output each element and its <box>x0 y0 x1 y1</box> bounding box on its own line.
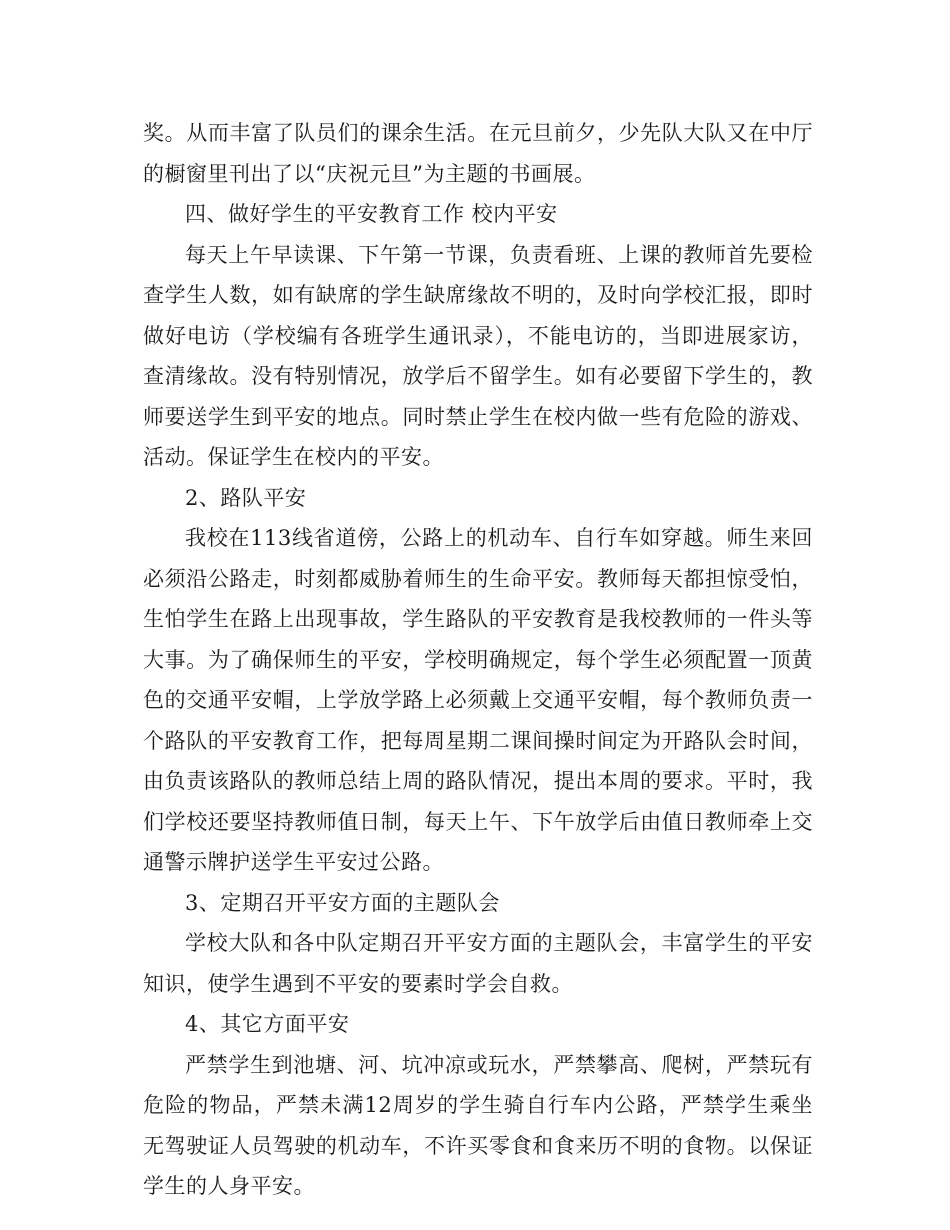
section-heading-safety-education: 四、做好学生的平安教育工作 校内平安 <box>185 202 558 226</box>
paragraph-continuation: 奖。从而丰富了队员们的课余生活。在元旦前夕，少先队大队又在中厅的橱窗里刊出了以“庆祝元旦”为主题的书画展。 <box>143 121 813 186</box>
subheading-other-safety: 4、其它方面平安 <box>185 1012 350 1036</box>
paragraph-theme-meetings: 学校大队和各中队定期召开平安方面的主题队会，丰富学生的平安知识，使学生遇到不平安的要素时学会自救。 <box>143 931 813 996</box>
paragraph-campus-safety: 每天上午早读课、下午第一节课，负责看班、上课的教师首先要检查学生人数，如有缺席的学生缺席缘故不明的，及时向学校汇报，即时做好电访（学校编有各班学生通讯录），不能电访的，当即进展家访，查清缘故。没有特别情况，放学后不留学生。如有必要留下学生的，教师要送学生到平安的地点。同时禁止学生在校内做一些有危险的游戏、活动。保证学生在校内的平安。 <box>143 242 813 469</box>
subheading-road-team-safety: 2、路队平安 <box>185 485 307 510</box>
subheading-theme-meetings: 3、定期召开平安方面的主题队会 <box>185 890 500 915</box>
document-body <box>143 113 813 1207</box>
paragraph-other-safety: 严禁学生到池塘、河、坑冲凉或玩水，严禁攀高、爬树，严禁玩有危险的物品，严禁未满12周岁的学生骑自行车内公路，严禁学生乘坐无驾驶证人员驾驶的机动车，不许买零食和食来历不明的食物。以保证学生的人身平安。 <box>143 1052 813 1198</box>
paragraph-road-team-safety: 我校在113线省道傍，公路上的机动车、自行车如穿越。师生来回必须沿公路走，时刻都威胁着师生的生命平安。教师每天都担惊受怕，生怕学生在路上出现事故，学生路队的平安教育是我校教师的一件头等大事。为了确保师生的平安，学校明确规定，每个学生必须配置一顶黄色的交通平安帽，上学放学路上必须戴上交通平安帽，每个教师负责一个路队的平安教育工作，把每周星期二课间操时间定为开路队会时间，由负责该路队的教师总结上周的路队情况，提出本周的要求。平时，我们学校还要坚持教师值日制，每天上午、下午放学后由值日教师牵上交通警示牌护送学生平安过公路。 <box>143 526 813 874</box>
